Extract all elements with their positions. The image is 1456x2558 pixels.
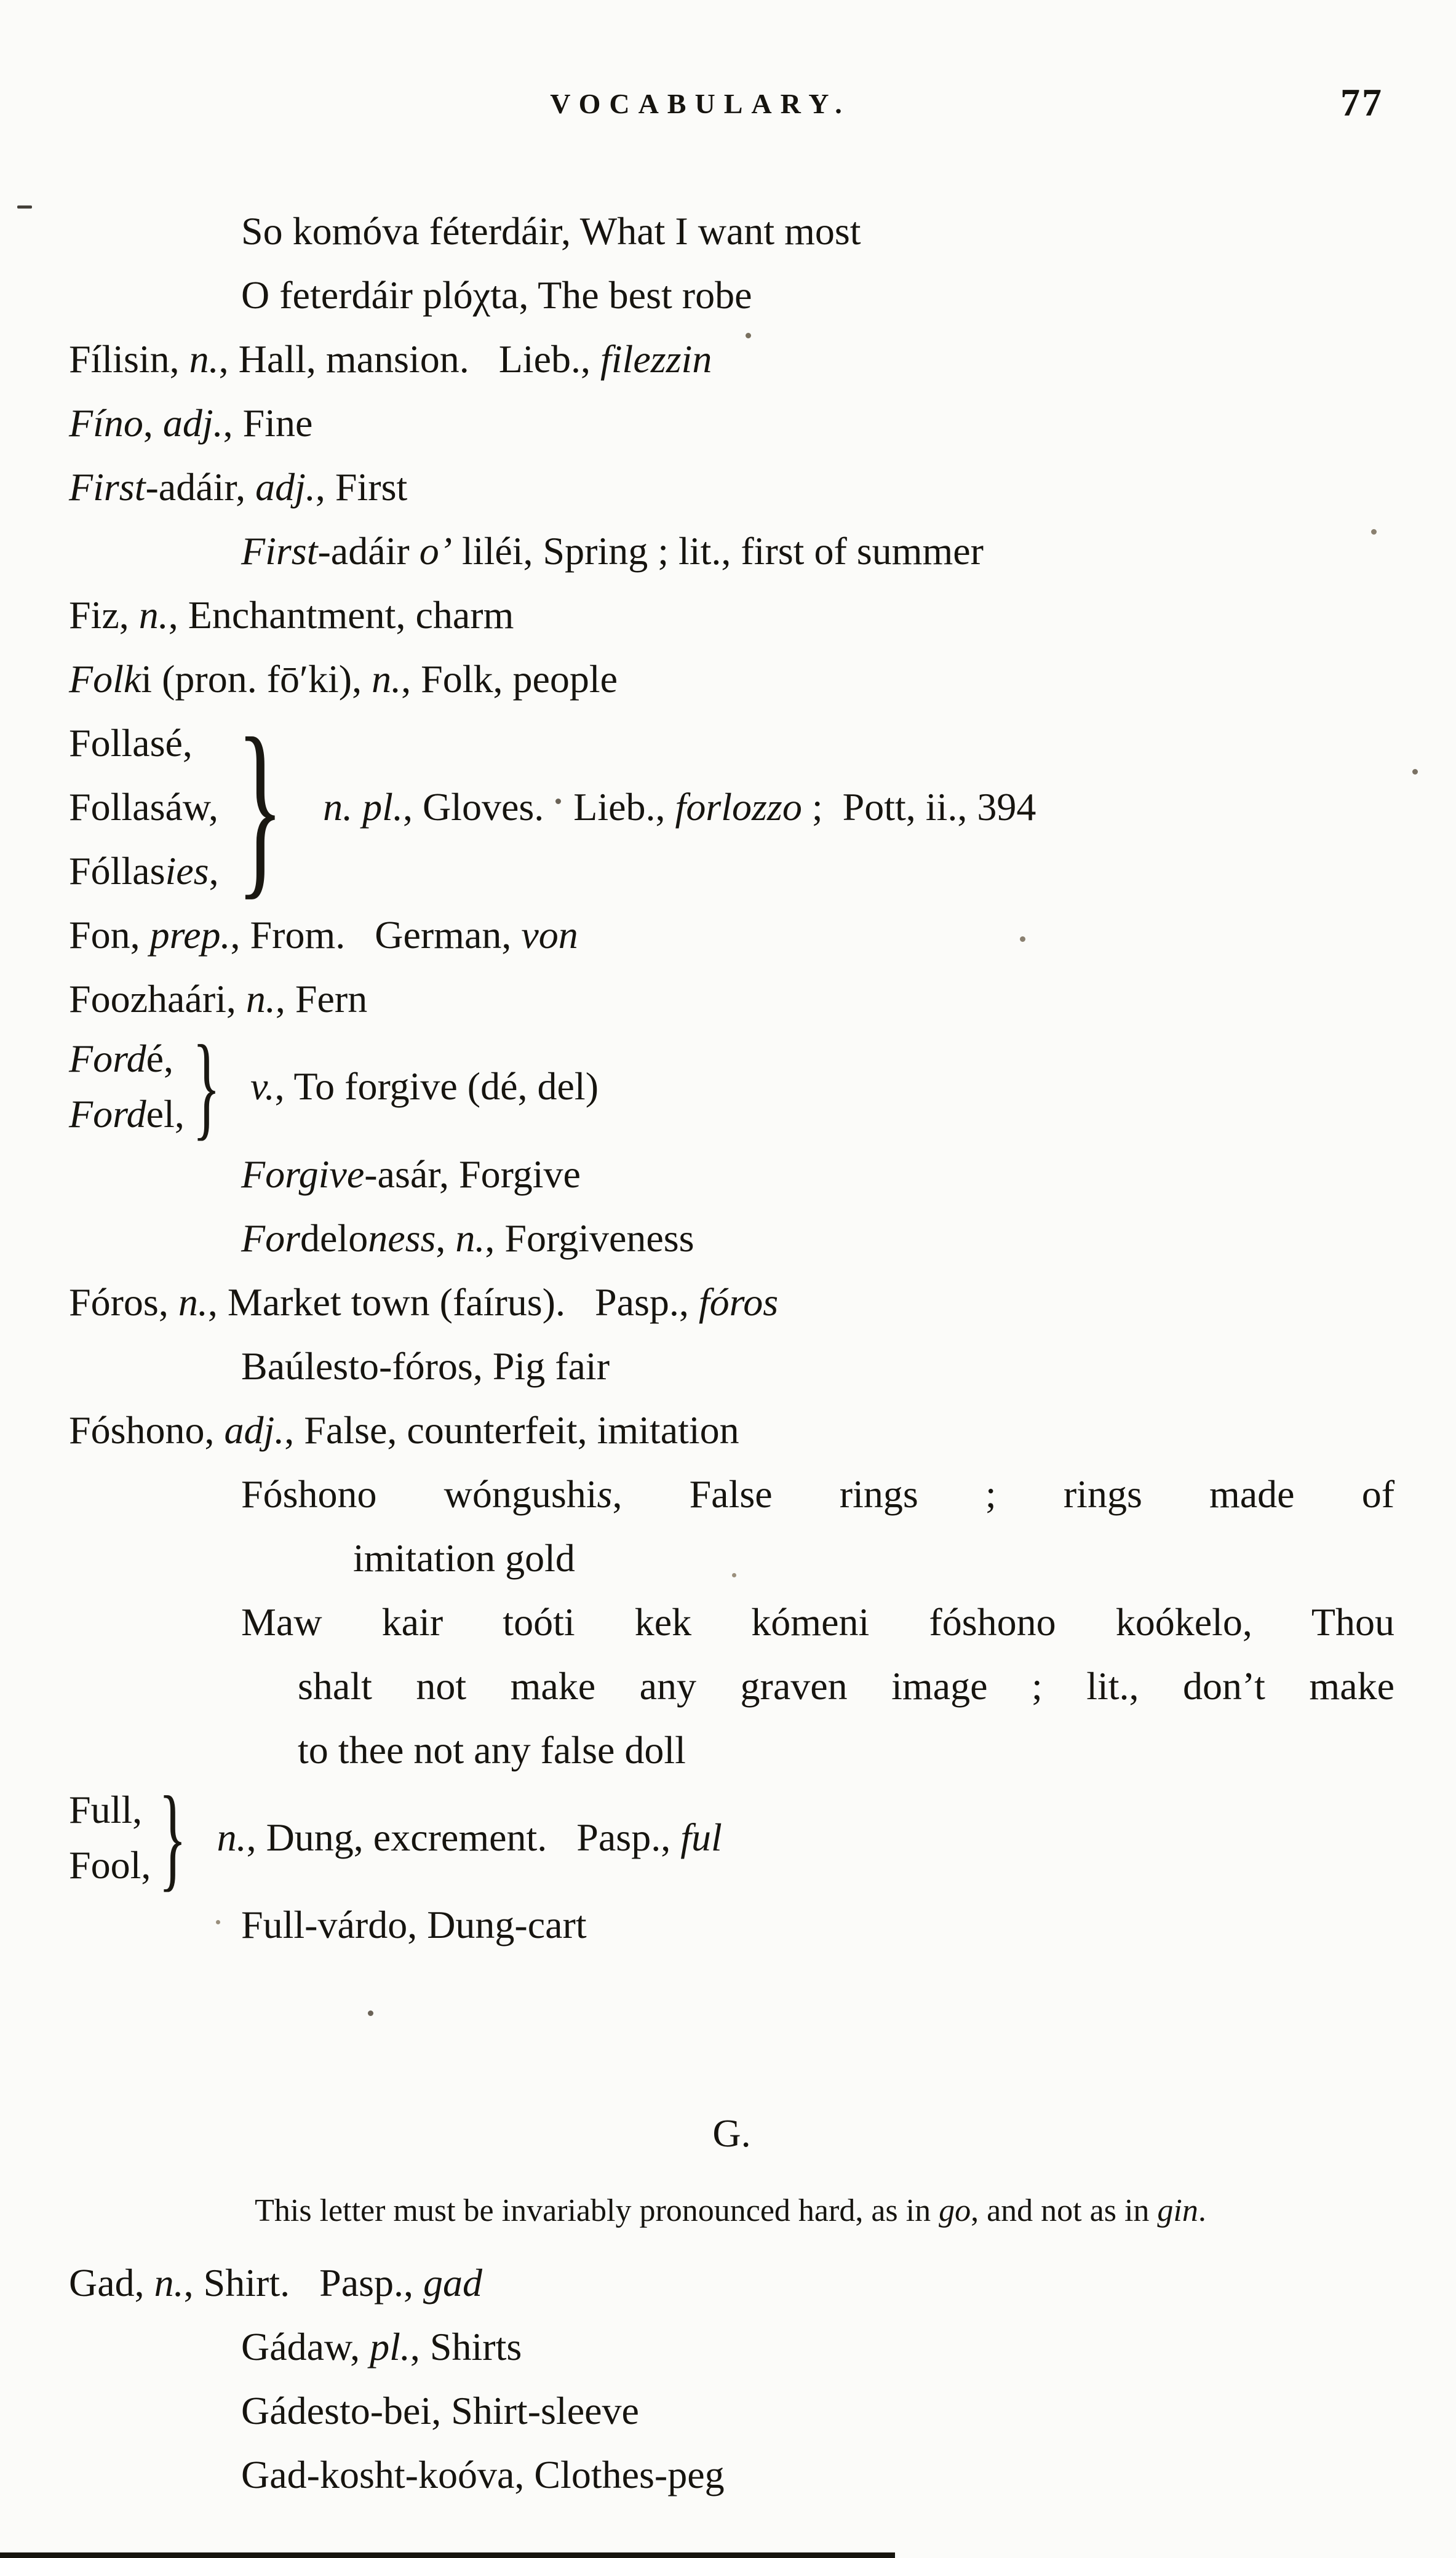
text-segment: Fool, — [69, 1843, 151, 1887]
text-segment: liléi, Spring ; lit., first of summer — [452, 529, 984, 573]
text-segment: , First — [315, 465, 408, 509]
italic-text-segment: First — [241, 529, 318, 573]
variant-word — [69, 839, 219, 903]
page-header — [0, 81, 1456, 132]
brace-entry-group — [69, 1022, 1394, 1151]
text-segment: Gad-kosht-koóva, Clothes-peg — [241, 2453, 725, 2496]
italic-text-segment: n. — [189, 337, 219, 381]
brace-definition — [323, 775, 1036, 839]
brace-definition — [250, 1054, 599, 1118]
text-segment: -adáir, — [145, 465, 256, 509]
brace-entry-group — [69, 1772, 1394, 1902]
italic-text-segment: Ford — [69, 1092, 146, 1136]
text-segment: , Dung, excrement. Pasp., — [246, 1815, 681, 1859]
variant-word — [69, 1086, 185, 1142]
italic-text-segment: For — [241, 1216, 300, 1260]
text-segment: Fílisin, — [69, 337, 189, 381]
italic-text-segment: adj. — [255, 465, 316, 509]
text-segment: Fon, — [69, 913, 150, 957]
text-segment: , False, counterfeit, imitation — [284, 1408, 739, 1452]
italic-text-segment: Forgive — [241, 1152, 365, 1196]
entry-line — [241, 1142, 1394, 1206]
text-segment: Full-várdo, Dung-cart — [241, 1903, 587, 1946]
italic-text-segment: ies — [165, 849, 209, 893]
entry-line — [69, 391, 1394, 455]
italic-text-segment: gad — [423, 2261, 482, 2305]
italic-text-segment: n. — [372, 657, 402, 701]
italic-text-segment: n. — [455, 1216, 485, 1260]
brace-glyph: } — [236, 698, 284, 916]
variant-word — [69, 775, 219, 839]
italic-text-segment: adj. — [162, 401, 223, 445]
italic-text-segment: n. — [178, 1280, 208, 1324]
entry-line — [241, 199, 1394, 263]
entry-line — [298, 1654, 1394, 1718]
text-segment: O feterdáir plóχta, The best robe — [241, 273, 752, 317]
text-segment: Fóshono wóngushi — [241, 1472, 597, 1516]
text-segment: , — [143, 401, 163, 445]
entry-line — [241, 1462, 1394, 1526]
text-segment: Gádaw, — [241, 2325, 370, 2369]
italic-text-segment: fóros — [698, 1280, 779, 1324]
brace-definition — [217, 1806, 722, 1870]
text-segment: Maw kair toóti kek kómeni fóshono koókelo, Thou — [241, 1600, 1394, 1644]
text-segment: shalt not make any graven image ; lit., don’t make — [298, 1663, 1394, 1708]
italic-text-segment: pl. — [370, 2325, 410, 2369]
italic-text-segment: adj. — [224, 1408, 285, 1452]
text-segment: , — [209, 849, 219, 893]
text-segment: delo — [300, 1216, 368, 1260]
page-body — [0, 132, 1456, 2507]
brace-variant-words — [69, 1782, 151, 1893]
text-segment: Full, — [69, 1787, 143, 1831]
text-segment: i (pron. fō′ki), — [141, 657, 372, 701]
text-segment: , Folk, people — [401, 657, 618, 701]
entry-line — [241, 2443, 1394, 2507]
text-segment: Gad, — [69, 2261, 154, 2305]
text-segment: el, — [146, 1092, 185, 1136]
brace-glyph: } — [159, 1772, 187, 1902]
italic-text-segment: von — [521, 913, 578, 957]
entry-line — [69, 967, 1394, 1031]
italic-text-segment: s — [597, 1472, 613, 1516]
text-segment: Fóllas — [69, 849, 165, 893]
variant-word — [69, 1031, 185, 1086]
variant-word — [69, 1782, 151, 1838]
entry-line — [69, 327, 1394, 391]
text-segment: Follasé, — [69, 721, 193, 765]
italic-text-segment: ness — [368, 1216, 436, 1260]
text-segment: Fóshono, — [69, 1408, 225, 1452]
page-number: 77 — [1340, 81, 1383, 124]
italic-text-segment: n. — [138, 593, 169, 637]
text-segment: , Gloves. Lieb., — [402, 785, 675, 829]
entry-line — [241, 1590, 1394, 1654]
text-segment: -adáir — [317, 529, 420, 573]
entry-line — [69, 1270, 1394, 1334]
italic-text-segment: ful — [680, 1815, 722, 1859]
italic-text-segment: First — [69, 465, 146, 509]
text-segment: Fóros, — [69, 1280, 178, 1324]
italic-text-segment: Folk — [69, 657, 141, 701]
entry-line — [241, 519, 1394, 583]
text-segment: Gádesto-bei, Shirt-sleeve — [241, 2389, 639, 2432]
text-segment: Baúlesto-fóros, Pig fair — [241, 1344, 610, 1388]
text-segment: -asár, Forgive — [364, 1152, 581, 1196]
text-segment: imitation gold — [353, 1536, 575, 1580]
running-head: VOCABULARY. — [550, 88, 851, 119]
text-segment: , Shirt. Pasp., — [183, 2261, 423, 2305]
entry-line — [298, 1718, 1394, 1782]
entry-line — [353, 1526, 1394, 1590]
entry-line — [69, 1398, 1394, 1462]
variant-word — [69, 711, 219, 775]
entry-line — [241, 263, 1394, 327]
italic-text-segment: n. — [154, 2261, 184, 2305]
text-segment: , Forgiveness — [485, 1216, 694, 1260]
italic-text-segment: o’ — [419, 529, 452, 573]
text-segment: , Enchantment, charm — [168, 593, 514, 637]
section-note — [33, 2188, 1428, 2234]
entry-line — [241, 1334, 1394, 1398]
entry-line — [241, 2315, 1394, 2379]
text-segment: , Shirts — [410, 2325, 522, 2369]
text-segment: , Fern — [275, 977, 368, 1021]
italic-text-segment: v. — [250, 1064, 275, 1109]
text-segment: Fiz, — [69, 593, 139, 637]
italic-text-segment: filezzin — [600, 337, 712, 381]
entry-line — [241, 1893, 1394, 1957]
italic-text-segment: gin — [1157, 2193, 1198, 2228]
text-segment: , — [436, 1216, 456, 1260]
section-heading: G. — [712, 2111, 751, 2155]
entry-line — [69, 2251, 1394, 2315]
brace-variant-words — [69, 711, 219, 903]
entry-line — [69, 455, 1394, 519]
italic-text-segment: n. — [245, 977, 276, 1021]
italic-text-segment: prep. — [149, 913, 231, 957]
text-segment: Foozhaári, — [69, 977, 246, 1021]
scan-artifact-specks — [0, 0, 3, 3]
entry-line — [241, 1206, 1394, 1270]
italic-text-segment: n. — [217, 1815, 247, 1859]
scan-artifact-dash — [17, 205, 32, 209]
text-segment: , Market town (faírus). Pasp., — [207, 1280, 699, 1324]
variant-word — [69, 1838, 151, 1893]
text-segment: to thee not any false doll — [298, 1727, 686, 1772]
entry-line — [69, 583, 1394, 647]
text-segment: , Hall, mansion. Lieb., — [218, 337, 600, 381]
text-segment: , False rings ; rings made of — [612, 1472, 1395, 1516]
text-segment: é, — [146, 1037, 174, 1081]
italic-text-segment: Ford — [69, 1037, 146, 1081]
italic-text-segment: Fíno — [69, 401, 143, 445]
text-segment: , To forgive (dé, del) — [274, 1064, 599, 1109]
italic-text-segment: n. pl. — [323, 785, 403, 829]
brace-glyph: } — [192, 1022, 221, 1151]
text-segment: , and not as in — [971, 2193, 1158, 2228]
text-segment: This letter must be invariably pronounced hard, as in — [255, 2193, 939, 2228]
italic-text-segment: forlozzo — [675, 785, 802, 829]
text-segment: So komóva féterdáir, What I want most — [241, 209, 861, 253]
brace-variant-words — [69, 1031, 185, 1142]
italic-text-segment: go — [939, 2193, 971, 2228]
text-segment: . — [1198, 2193, 1206, 2228]
entry-line — [241, 2379, 1394, 2443]
brace-entry-group — [69, 698, 1394, 916]
text-segment: Follasáw, — [69, 785, 218, 829]
text-segment: , From. German, — [230, 913, 522, 957]
text-segment: , Fine — [223, 401, 313, 445]
scan-edge-shadow — [0, 2552, 895, 2558]
text-segment: ; Pott, ii., 394 — [802, 785, 1036, 829]
